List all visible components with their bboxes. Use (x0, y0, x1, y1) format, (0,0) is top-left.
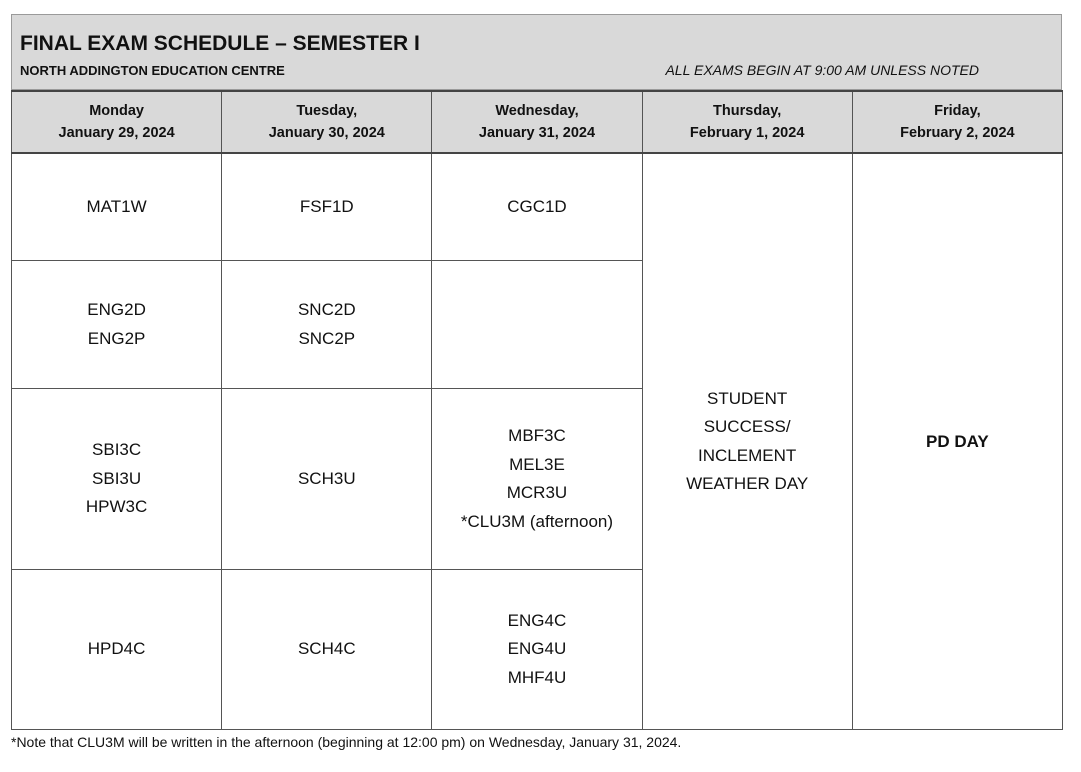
page-title: FINAL EXAM SCHEDULE – SEMESTER I (20, 32, 420, 55)
day-header-thursday: Thursday, February 1, 2024 (642, 91, 852, 153)
wednesday-slot-1: CGC1D (432, 153, 642, 261)
schedule-header (11, 14, 1062, 90)
day-header-row (12, 91, 1063, 153)
exam-schedule-table (11, 90, 1063, 730)
wednesday-slot-4: ENG4C ENG4U MHF4U (432, 570, 642, 730)
start-time-notice: ALL EXAMS BEGIN AT 9:00 AM UNLESS NOTED (665, 62, 979, 78)
day-header-friday: Friday, February 2, 2024 (852, 91, 1062, 153)
friday-pd-day: PD DAY (852, 153, 1062, 730)
footnote: *Note that CLU3M will be written in the afternoon (beginning at 12:00 pm) on Wednesday, January 31, 2024. (11, 734, 682, 750)
tuesday-slot-2: SNC2D SNC2P (222, 261, 432, 389)
monday-slot-1: MAT1W (12, 153, 222, 261)
monday-slot-4: HPD4C (12, 570, 222, 730)
school-name: NORTH ADDINGTON EDUCATION CENTRE (20, 63, 285, 78)
day-header-wednesday: Wednesday, January 31, 2024 (432, 91, 642, 153)
tuesday-slot-1: FSF1D (222, 153, 432, 261)
thursday-student-success-day: STUDENT SUCCESS/ INCLEMENT WEATHER DAY (642, 153, 852, 730)
day-header-tuesday: Tuesday, January 30, 2024 (222, 91, 432, 153)
exam-row (12, 153, 1063, 261)
tuesday-slot-4: SCH4C (222, 570, 432, 730)
day-header-monday: Monday January 29, 2024 (12, 91, 222, 153)
monday-slot-2: ENG2D ENG2P (12, 261, 222, 389)
wednesday-slot-3: MBF3C MEL3E MCR3U *CLU3M (afternoon) (432, 389, 642, 570)
wednesday-slot-2 (432, 261, 642, 389)
monday-slot-3: SBI3C SBI3U HPW3C (12, 389, 222, 570)
tuesday-slot-3: SCH3U (222, 389, 432, 570)
